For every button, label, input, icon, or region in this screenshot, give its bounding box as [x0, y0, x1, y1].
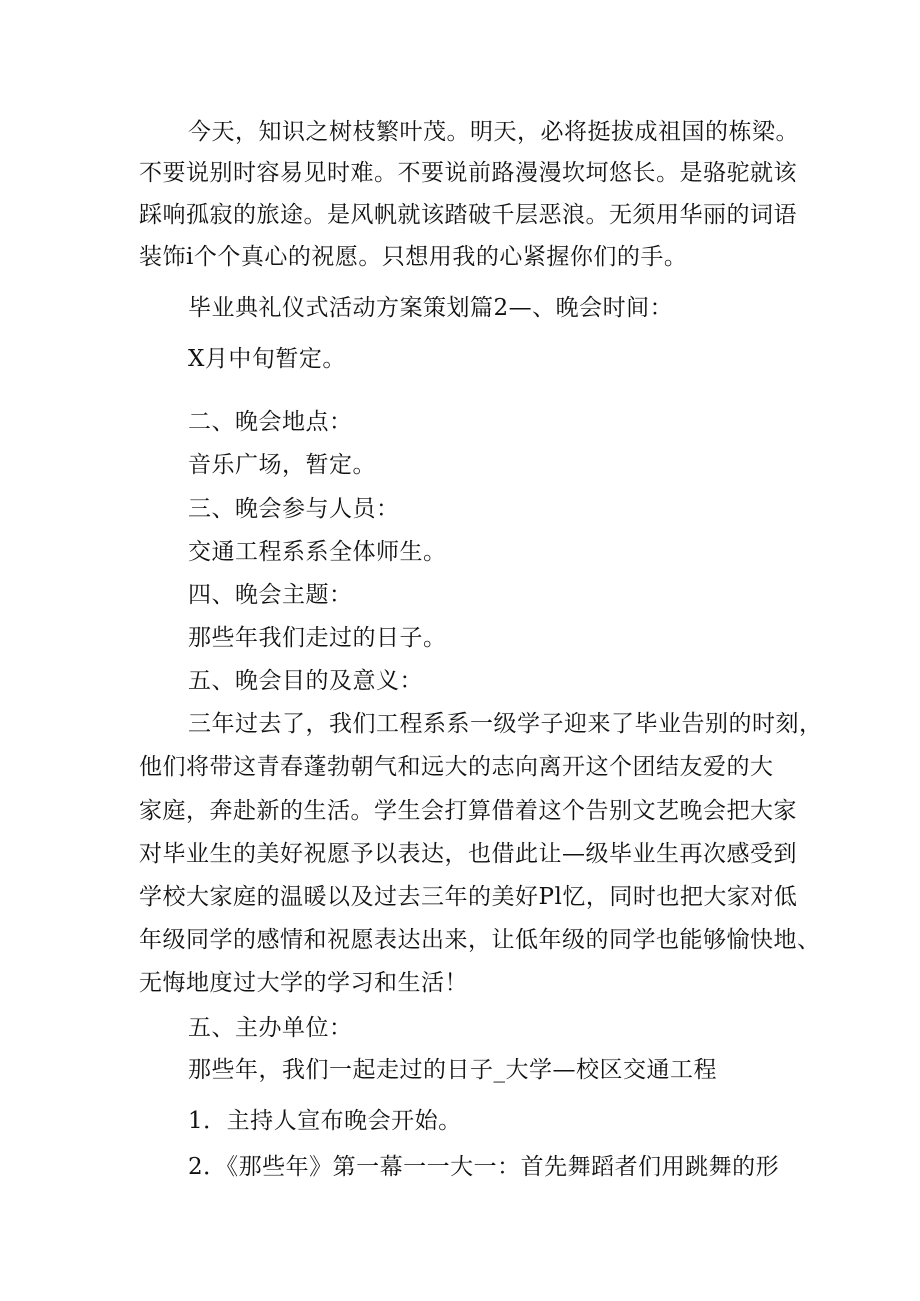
paragraph-line: 年级同学的感情和祝愿表达出来，让低年级的同学也能够愉快地、: [139, 927, 821, 953]
section-heading: 三、晚会参与人员：: [188, 496, 400, 522]
section-heading: 五、晚会目的及意义：: [188, 668, 423, 694]
paragraph-line: 三年过去了，我们工程系系一级学子迎来了毕业告别的时刻，: [188, 711, 823, 737]
section-heading: 四、晚会主题：: [188, 582, 353, 608]
paragraph-line: X月中旬暂定。: [188, 346, 346, 372]
paragraph-line: 装饰i个个真心的祝愿。只想用我的心紧握你们的手。: [139, 244, 688, 270]
paragraph-line: 他们将带这青春蓬勃朝气和远大的志向离开这个团结友爱的大: [139, 754, 774, 780]
paragraph-line: 那些年我们走过的日子。: [188, 625, 447, 651]
paragraph-line: 踩响孤寂的旅途。是风帆就该踏破千层恶浪。无须用华丽的词语: [139, 202, 797, 228]
section-heading: 二、晚会地点：: [188, 409, 353, 435]
section-heading: 毕业典礼仪式活动方案策划篇2—、晚会时间：: [188, 295, 674, 321]
paragraph-line: 今天，知识之树枝繁叶茂。明天，必将挺拔成祖国的栋梁。: [188, 119, 799, 145]
paragraph-line: 家庭，奔赴新的生活。学生会打算借着这个告别文艺晚会把大家: [139, 798, 797, 824]
paragraph-line: 不要说别时容易见时难。不要说前路漫漫坎坷悠长。是骆驼就该: [139, 160, 797, 186]
list-item: 2．《那些年》第一幕一一大一：首先舞蹈者们用跳舞的形: [188, 1154, 780, 1180]
list-item: 1．主持人宣布晚会开始。: [188, 1108, 462, 1134]
paragraph-line: 学校大家庭的温暖以及过去三年的美好Pl忆，同时也把大家对低: [139, 884, 798, 910]
paragraph-line: 那些年，我们一起走过的日子_大学—校区交通工程: [188, 1057, 717, 1083]
paragraph-line: 对毕业生的美好祝愿予以表达，也借此让—级毕业生再次感受到: [139, 841, 797, 867]
section-heading: 五、主办单位：: [188, 1015, 353, 1041]
paragraph-line: 交通工程系系全体师生。: [188, 539, 447, 565]
paragraph-line: 音乐广场，暂定。: [188, 452, 376, 478]
paragraph-line: 无悔地度过大学的学习和生活！: [139, 970, 468, 996]
